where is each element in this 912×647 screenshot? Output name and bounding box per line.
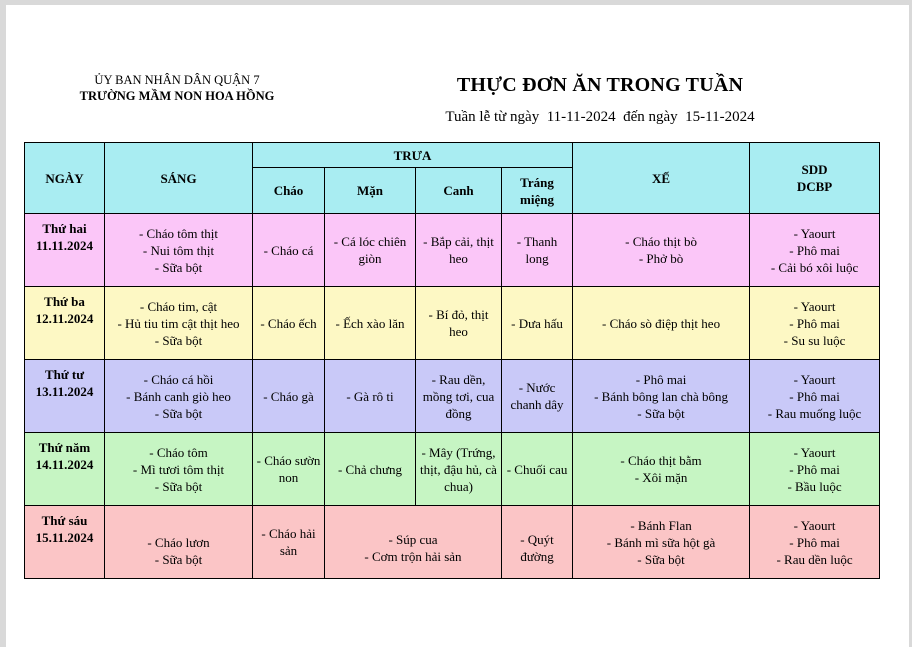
menu-item: - Bánh canh giò heo <box>126 388 231 404</box>
dessert-cell: - Quýt đường <box>502 506 573 579</box>
menu-item: - Cháo thịt bằm <box>620 453 702 468</box>
savory-cell: - Gà rô ti <box>325 360 416 433</box>
afternoon-cell <box>573 214 750 287</box>
week-range: Tuần lễ từ ngày 11-11-2024 đến ngày 15-11-2024 <box>445 109 755 125</box>
window-left-edge <box>0 0 6 647</box>
menu-table <box>24 142 880 579</box>
menu-item: - Sữa bột <box>154 332 203 348</box>
menu-item: - Sữa bột <box>637 405 685 421</box>
sdd-cell <box>750 360 880 433</box>
menu-item: - Su su luộc <box>783 332 846 348</box>
dessert-cell: - Dưa hấu <box>502 287 573 360</box>
soup-cell: - Bắp cải, thịt heo <box>416 214 502 287</box>
day-cell <box>25 287 105 360</box>
afternoon-cell <box>573 360 750 433</box>
sdd-cell <box>750 433 880 506</box>
menu-item: - Cháo tôm <box>149 444 208 460</box>
menu-item: - Cháo sò điệp thịt heo <box>602 315 721 331</box>
day-name: Thứ tư <box>44 367 85 382</box>
porridge-cell: - Cháo cá <box>253 214 325 287</box>
day-cell <box>25 433 105 506</box>
day-name: Thứ ba <box>44 294 85 309</box>
menu-item: - Phô mai <box>789 461 840 477</box>
menu-item: - Nui tôm thịt <box>142 242 215 258</box>
savory-cell: - Cá lóc chiên giòn <box>325 214 416 287</box>
org-line-2: TRƯỜNG MẦM NON HOA HỒNG <box>79 89 275 103</box>
page-title: THỰC ĐƠN ĂN TRONG TUẦN <box>456 74 744 96</box>
org-line-1: ỦY BAN NHÂN DÂN QUẬN 7 <box>94 73 260 87</box>
day-date: 11.11.2024 <box>35 238 94 253</box>
menu-item: - Sữa bột <box>637 551 685 567</box>
menu-item: - Phô mai <box>789 315 840 331</box>
menu-item: - Cháo cá hồi <box>143 371 214 387</box>
porridge-cell: - Cháo gà <box>253 360 325 433</box>
dessert-cell: - Chuối cau <box>502 433 573 506</box>
menu-item: - Cải bó xôi luộc <box>770 259 859 275</box>
menu-item: - Bánh mì sữa hột gà <box>606 534 716 550</box>
header-sdd-line-2: DCBP <box>796 179 833 194</box>
day-name: Thứ năm <box>38 440 91 455</box>
table-row-friday <box>25 506 880 579</box>
organization-block <box>62 72 292 104</box>
lunch-merged-cell <box>325 506 502 579</box>
header-sdd-line-1: SDD <box>801 162 828 177</box>
menu-item: - Súp cua <box>388 532 438 547</box>
soup-cell: - Rau dền, mồng tơi, cua đồng <box>416 360 502 433</box>
porridge-cell: - Cháo ếch <box>253 287 325 360</box>
menu-item: - Bánh Flan <box>630 517 692 533</box>
afternoon-cell <box>573 287 750 360</box>
menu-item: - Xôi mặn <box>634 470 688 485</box>
header-savory: Mặn <box>325 168 416 214</box>
menu-item: - Yaourt <box>793 298 836 314</box>
menu-item: - Cơm trộn hải sản <box>364 549 462 564</box>
sdd-cell <box>750 287 880 360</box>
header-sdd <box>750 143 880 214</box>
header-morning: SÁNG <box>105 143 253 214</box>
savory-cell: - Ếch xào lăn <box>325 287 416 360</box>
menu-item: - Bánh bông lan chà bông <box>594 388 729 404</box>
dessert-cell: - Nước chanh dây <box>502 360 573 433</box>
day-cell <box>25 360 105 433</box>
menu-item: - Cháo lươn <box>147 535 210 550</box>
menu-item: - Yaourt <box>793 517 836 533</box>
menu-item: - Phở bò <box>638 251 684 266</box>
menu-item: - Bầu luộc <box>787 478 842 494</box>
menu-item: - Yaourt <box>793 371 836 387</box>
menu-item: - Mì tươi tôm thịt <box>132 461 225 477</box>
day-date: 13.11.2024 <box>35 384 94 399</box>
morning-cell <box>105 360 253 433</box>
afternoon-cell <box>573 433 750 506</box>
dessert-cell: - Thanh long <box>502 214 573 287</box>
header-afternoon: XẾ <box>573 143 750 214</box>
menu-item: - Phô mai <box>635 371 687 387</box>
header-dessert-line-2: miệng <box>520 191 554 207</box>
morning-cell <box>105 433 253 506</box>
menu-item: - Phô mai <box>789 534 840 550</box>
day-date: 12.11.2024 <box>35 311 94 326</box>
header-lunch: TRƯA <box>253 143 573 168</box>
day-name: Thứ sáu <box>41 513 88 528</box>
header-row-1 <box>25 143 880 168</box>
day-date: 15.11.2024 <box>35 530 94 545</box>
header-soup: Canh <box>416 168 502 214</box>
header-dessert-line-1: Tráng <box>520 174 554 190</box>
menu-item: - Cháo thịt bò <box>625 234 697 249</box>
table-row-wednesday <box>25 360 880 433</box>
morning-cell <box>105 287 253 360</box>
header-dessert <box>502 168 573 214</box>
day-cell <box>25 506 105 579</box>
menu-item: - Sữa bột <box>154 259 203 275</box>
table-row-thursday <box>25 433 880 506</box>
header-day: NGÀY <box>25 143 105 214</box>
soup-cell: - Bí đỏ, thịt heo <box>416 287 502 360</box>
menu-item: - Phô mai <box>789 388 840 404</box>
menu-item: - Hủ tiu tim cật thịt heo <box>117 315 240 331</box>
savory-cell: - Chả chưng <box>325 433 416 506</box>
menu-item: - Rau dền luộc <box>776 551 853 567</box>
afternoon-cell <box>573 506 750 579</box>
menu-item: - Cháo tôm thịt <box>138 225 219 241</box>
day-date: 14.11.2024 <box>35 457 94 472</box>
menu-item: - Sữa bột <box>154 552 203 567</box>
morning-cell <box>105 506 253 579</box>
menu-item: - Sữa bột <box>154 478 203 494</box>
morning-cell <box>105 214 253 287</box>
sdd-cell <box>750 214 880 287</box>
header-porridge: Cháo <box>253 168 325 214</box>
menu-item: - Rau muống luộc <box>767 405 862 421</box>
table-row-monday <box>25 214 880 287</box>
menu-item: - Yaourt <box>793 444 836 460</box>
window-top-edge <box>0 0 912 5</box>
table-row-tuesday <box>25 287 880 360</box>
sdd-cell <box>750 506 880 579</box>
menu-item: - Yaourt <box>793 225 836 241</box>
menu-item: - Sữa bột <box>154 405 203 421</box>
menu-item: - Cháo tim, cật <box>139 298 218 314</box>
day-cell <box>25 214 105 287</box>
porridge-cell: - Cháo sườn non <box>253 433 325 506</box>
porridge-cell: - Cháo hải sản <box>253 506 325 579</box>
day-name: Thứ hai <box>42 221 87 236</box>
menu-item: - Phô mai <box>789 242 840 258</box>
soup-cell: - Mây (Trứng, thịt, đậu hủ, cà chua) <box>416 433 502 506</box>
